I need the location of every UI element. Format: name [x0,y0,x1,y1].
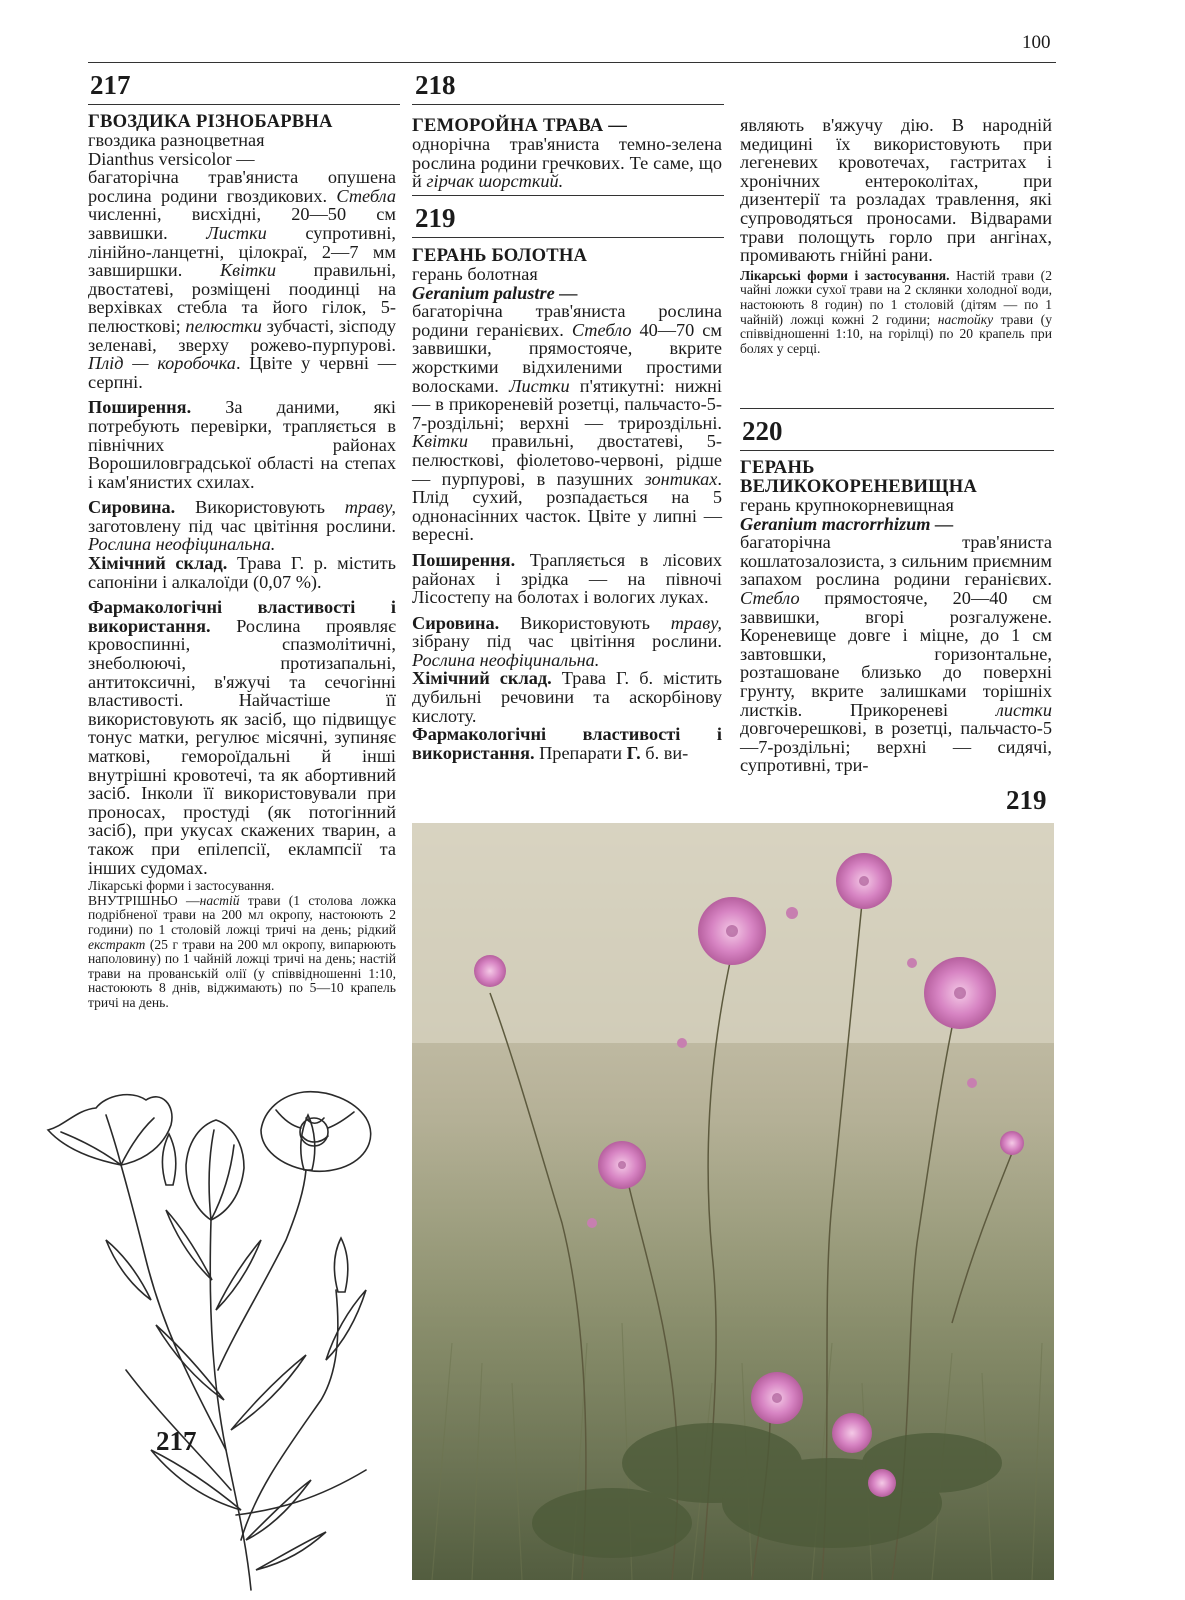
entry-title-line1: ГЕРАНЬ [740,457,815,478]
description: багаторічна трав'яниста кошлатозалозиста, з сильним приємним запахом рослина родини геранієвих. Стебло прямостояче, 20—40 см заввишки, вгорі розгалужене. Кореневище довге і міцне, до 1 см завтовшки, горизонтальне, розташоване близько до поверхні грунту, вкрите залишками торішніх листків. Прикореневі листки довгочерешкові, в розетці, пальчасто-5—7-роздільні; верхні — сидячі, супротивні, три- [740,532,1052,776]
russian-name: гвоздика разноцветная [88,130,265,150]
drawing-label: 217 [156,1426,197,1456]
latin-name: Geranium palustre — [412,282,578,303]
raw-section: Сировина. Використовують траву, заготовлену під час цвітіння рослини. Рослина неофіцинальна. [88,497,396,555]
entry-219-continued [740,116,1052,356]
forms-section: Лікарські форми і застосування. Настій трави (2 чайні ложки сухої трави на 2 склянки холодної води, настоюють 8 годин) по 1 столовій (дітям — по 1 чайній) ложці кожні 2 години; настойку трави (у співвідношенні 1:10, на горілці) по 20 крапель при болях у серці. [740,267,1053,356]
dianthus-drawing [36,1070,406,1595]
col1-header-rule [88,104,400,105]
chem-section: Хімічний склад. Трава Г. р. містить сапоніни і алкалоїди (0,07 %). [88,553,396,592]
top-rule [88,62,1056,63]
entry-title: ГЕРАНЬ БОЛОТНА [412,245,588,266]
spread-section: Поширення. За даними, які потребують перевірки, трапляється в північних районах Ворошиловградської області на степах і кам'янистих схилах. [88,397,396,492]
col2-header-rule-a [412,104,724,105]
photo-label: 219 [1006,785,1047,815]
pharm-section: Фармакологічні властивості і використання. Препарати Г. б. ви- [412,724,722,763]
page-number: 100 [1022,32,1051,53]
entry-number-217: 217 [90,70,131,100]
russian-name: герань крупнокорневищная [740,495,954,515]
entry-title: ГЕМОРОЙНА ТРАВА — [412,115,628,136]
chem-section: Хімічний склад. Трава Г. б. містить дубильні речовини та аскорбінову кислоту. [412,668,723,726]
col2-rule-c [412,237,724,238]
description: багаторічна трав'яниста рослина родини геранієвих. Стебло 40—70 см заввишки, прямостояче, вкрите жорсткими відхиленими простими волосками. Листки п'ятикутні: нижні — в прикореневій розетці, пальчасто-5-7-роздільні; верхні — трироздільні. Квітки правильні, двостатеві, 5-пелюсткові, фіолетово-червоні, рідше — пурпурові, в пазушних зонтиках. Плід сухий, розпадається на 5 однонасінних часток. Цвіте у липні — вересні. [412,301,723,545]
continued-text: являють в'яжучу дію. В народній медицині їх використовують при легеневих кровотечах, гастритах і хронічних ентероколітах, при дизентерії та розладах травлення, які супроводяться проносами. Відварами трави полощуть горло при ангінах, промивають гнійні рани. [740,115,1052,266]
latin-name: Dianthus versicolor — [88,148,255,169]
col3-rule-a [740,408,1054,409]
description: багаторічна трав'яниста опушена рослина родини гвоздикових. Стебла численні, висхідні, 20—50 см заввишки. Листки супротивні, лінійно-ланцетні, цілокраї, 2—7 мм завширшки. Квітки правильні, двостатеві, розміщені поодинці на верхівках стебла та його гілок, 5-пелюсткові; пелюстки зубчасті, зісподу зеленаві, зверху рожево-пурпурові. Плід — коробочка. Цвіте у червні — серпні. [88,167,397,392]
forms-section: Лікарські форми і застосування. ВНУТРІШНЬО —настій трави (1 столова ложка подрібненої трави на 200 мл окропу, настоюють 2 години) по 1 столовій ложці тричі на день; рідкий екстракт (25 г трави на 200 мл окропу, випарюють наполовину) по 1 чайній ложці тричі на день; настій трави на прованській олії (у співвідношенні 1:10, настоюють 8 днів, віджимають) по 5—10 крапель тричі на день. [88,878,396,1010]
entry-title-line2: ВЕЛИКОКОРЕНЕВИЩНА [740,476,978,497]
russian-name: герань болотная [412,264,538,284]
geranium-photo [412,823,1054,1580]
col2-rule-b [412,195,724,196]
entry-title: ГВОЗДИКА РІЗНОБАРВНА [88,111,333,132]
entry-217 [88,112,396,1011]
entry-number-218: 218 [415,70,456,100]
entry-text: однорічна трав'яниста темно-зелена рослина родини гречкових. Те саме, що й гірчак шорсткий. [412,134,722,192]
entry-number-219: 219 [415,203,456,233]
latin-name: Geranium macrorrhizum — [740,513,954,534]
entry-220 [740,458,1052,775]
spread-section: Поширення. Трапляється в лісових районах і зрідка — на півночі Лісостепу на болотах і вологих луках. [412,549,722,608]
raw-section: Сировина. Використовують траву, зібрану під час цвітіння рослини. Рослина неофіцинальна. [412,612,722,670]
col3-rule-b [740,450,1054,451]
entry-219 [412,246,722,762]
entry-number-220: 220 [742,416,783,446]
entry-218 [412,116,722,191]
pharm-section: Фармакологічні властивості і використання. Рослина проявляє кровоспинні, спазмолітичні, знеболюючі, протизапальні, антитоксичні, в'яжучі та сечогінні властивості. Найчастіше її використовують як засіб, що підвищує тонус матки, регулює місячні, зупиняє маткові, гемороїдальні й інші внутрішні кровотечі, та як абортивний засіб. Інколи її використовували при проносах, простуді (як потогінний засіб), при укусах скажених тварин, а також при епілепсії, еклампсії та інших судомах. [88,597,396,878]
